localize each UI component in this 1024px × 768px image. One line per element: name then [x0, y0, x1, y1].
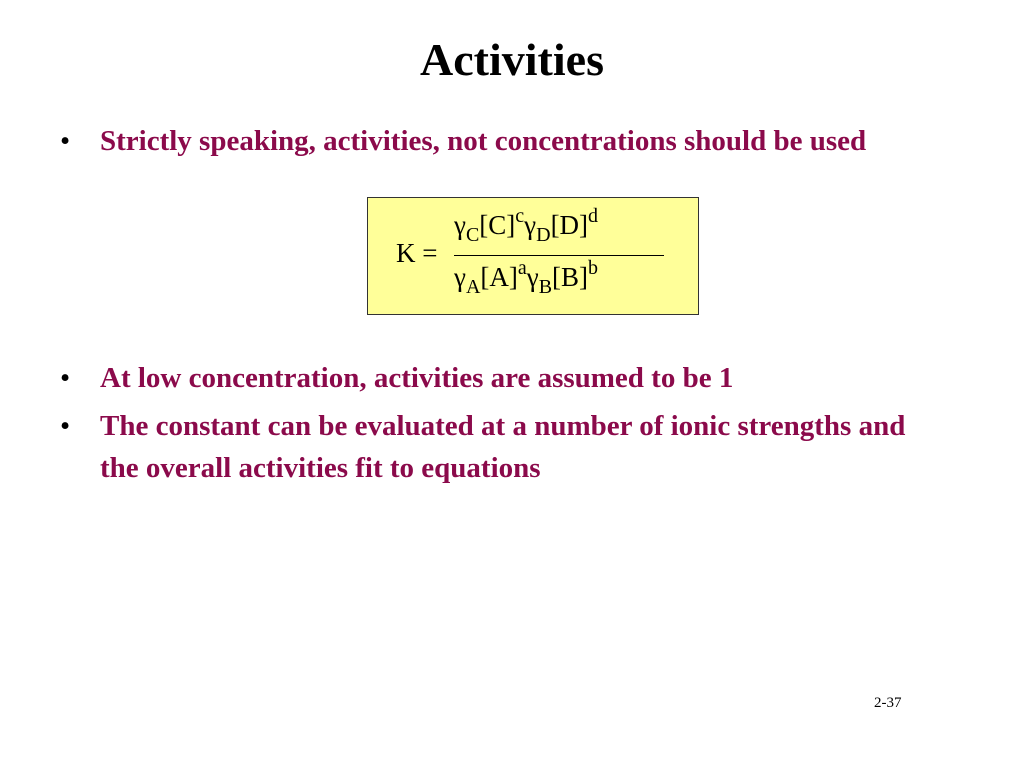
equation-lhs: K = — [396, 238, 438, 268]
gamma-symbol: γ — [454, 210, 466, 240]
bullet-item-2 — [60, 357, 940, 399]
equation-box — [367, 197, 699, 315]
exponent: c — [515, 205, 525, 227]
bullet-item-1 — [60, 120, 940, 162]
subscript: C — [465, 224, 480, 246]
fraction-bar — [454, 255, 664, 256]
concentration: [C] — [479, 210, 516, 240]
concentration: [A] — [480, 262, 518, 292]
bullet-marker: • — [60, 362, 71, 394]
equation-denominator — [454, 257, 599, 298]
bullet-marker: • — [60, 125, 71, 157]
bullet-item-3 — [60, 405, 940, 489]
equation-numerator — [454, 205, 599, 246]
subscript: A — [465, 276, 481, 298]
gamma-symbol: γ — [526, 262, 539, 292]
subscript: D — [536, 224, 551, 246]
bullet-text: The constant can be evaluated at a number of ionic strengths and the overall activities fit to equations — [100, 410, 906, 484]
slide-title: Activities — [420, 34, 604, 85]
bullet-text: At low concentration, activities are assumed to be 1 — [100, 362, 734, 394]
concentration: [D] — [550, 210, 589, 240]
subscript: B — [538, 276, 553, 298]
bullet-marker: • — [60, 410, 71, 442]
exponent: d — [588, 205, 599, 227]
exponent: b — [588, 257, 599, 279]
gamma-symbol: γ — [524, 210, 537, 240]
gamma-symbol: γ — [454, 262, 466, 292]
concentration: [B] — [552, 262, 589, 292]
exponent: a — [517, 257, 527, 279]
bullet-text: Strictly speaking, activities, not concentrations should be used — [100, 125, 867, 157]
page-number: 2-37 — [874, 695, 902, 711]
